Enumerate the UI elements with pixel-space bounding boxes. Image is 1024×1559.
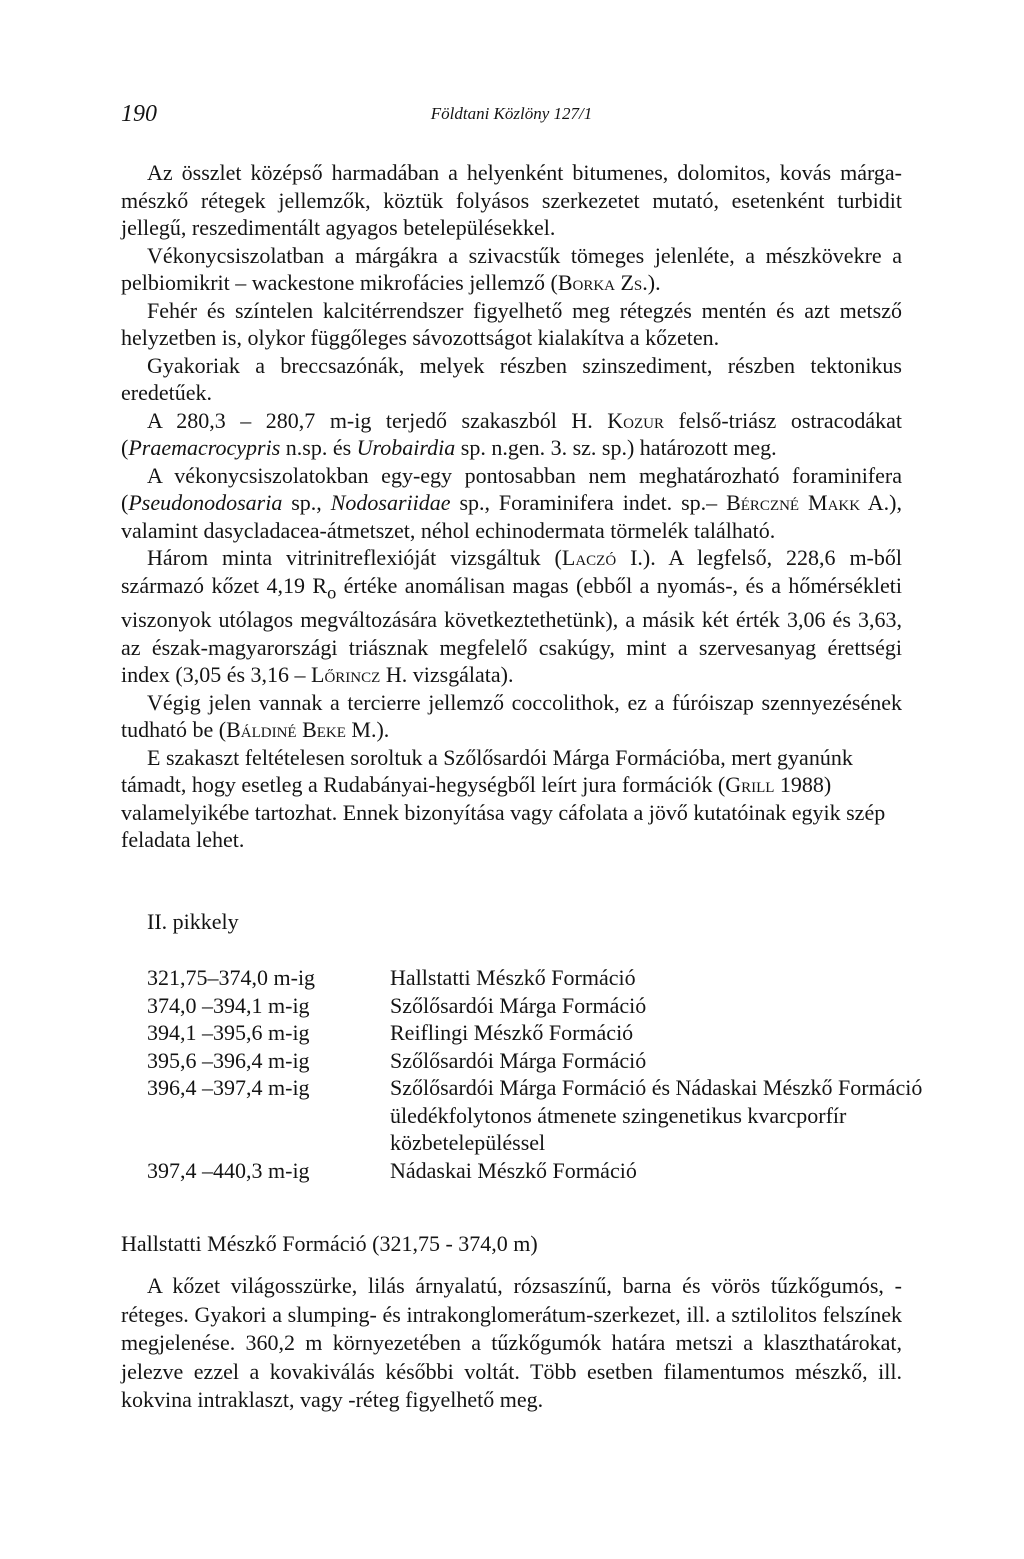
- range-row: [147, 964, 937, 992]
- paragraph: [121, 407, 902, 462]
- range-formation: Szőlősardói Márga Formáció: [390, 992, 647, 1018]
- paragraph-text: Gyakoriak a breccsazónák, melyek részben szinszediment, részben tektonikus eredetűek.: [121, 352, 902, 405]
- range-depth: 374,0 –394,1 m-ig: [147, 992, 310, 1018]
- paragraph-text: A vékonycsiszolatokban egy-egy pontosabban nem meghatározható foraminifera (: [121, 462, 902, 515]
- taxon-name: Nodosariidae: [330, 490, 451, 515]
- paragraph: [121, 544, 902, 689]
- range-depth: 321,75–374,0 m-ig: [147, 965, 316, 990]
- formation-heading: Hallstatti Mészkő Formáció (321,75 - 374,0 m): [121, 1231, 538, 1256]
- paragraph-text: felső-triász ostracodákat (: [121, 407, 902, 460]
- section-title: II. pikkely: [147, 909, 239, 934]
- paragraph-text: A.), valamint dasycladacea-átmetszet, néhol echinodermata törmelék található.: [121, 490, 902, 543]
- author-name: Grill: [725, 772, 775, 798]
- range-formation: Hallstatti Mészkő Formáció: [390, 965, 636, 990]
- paragraph: [121, 352, 902, 407]
- paragraph-text: sp., Foraminifera indet. sp.–: [450, 490, 727, 515]
- author-name: Báldiné Beke: [226, 717, 346, 743]
- paragraph-text: Vékonycsiszolatban a márgákra a szivacstűk tömeges jelenléte, a mészkövekre a pelbiomikrit – wackestone mikrofácies jellemző (: [121, 242, 902, 295]
- paragraph: [121, 242, 902, 297]
- author-name: Bérczné Makk: [726, 490, 861, 515]
- subscript: o: [327, 581, 337, 602]
- range-formation: Szőlősardói Márga Formáció: [390, 1047, 647, 1073]
- paragraph-text: A kőzet világosszürke, lilás árnyalatú, rózsaszínű, barna és vörös tűzkőgumós, -réteges. Gyakori a slumping- és intrakonglomerátum-szerkezet, ill. a sztilolitos felszínek megjelenése. 360,2 m környezetében a tűzkőgumók határa metszi a klaszthatárokat, jelezve ezzel a kovakiválás későbbi voltát. Több esetben filamentumos mészkő, ill. kokvina intraklaszt, vagy -réteg figyelhető meg.: [121, 1273, 902, 1412]
- range-row: [147, 1019, 937, 1047]
- paragraph: [121, 297, 902, 352]
- range-formation: Nádaskai Mészkő Formáció: [390, 1157, 637, 1183]
- paragraph-text: sp.,: [282, 490, 331, 515]
- body-text: [121, 159, 902, 854]
- paragraph-text: M.).: [345, 717, 390, 743]
- range-formation: Szőlősardói Márga Formáció és Nádaskai Mészkő Formáció üledékfolytonos átmenete szingenetikus kvarcporfír közbetelepüléssel: [390, 1075, 923, 1155]
- range-row: [147, 1047, 937, 1075]
- taxon-name: Praemacrocypris: [128, 435, 281, 460]
- paragraph-text: Három minta vitrinitreflexióját vizsgáltuk (: [147, 545, 562, 570]
- paragraph-text: I.). A legfelső, 228,6 m-ből származó kőzet 4,19 R: [121, 545, 903, 598]
- paragraph: [121, 159, 902, 242]
- paragraph: [121, 1272, 902, 1415]
- range-formation: Reiflingi Mészkő Formáció: [390, 1020, 634, 1045]
- paragraph: [121, 689, 902, 744]
- taxon-name: Pseudonodosaria: [128, 490, 283, 515]
- depth-range-list: [147, 964, 937, 1184]
- paragraph-text: Végig jelen vannak a tercierre jellemző coccolithok, ez a fúróiszap szennyezésének tudható be (: [121, 689, 902, 743]
- author-name: Kozur: [607, 407, 665, 433]
- range-row: [147, 992, 937, 1020]
- range-depth: 394,1 –395,6 m-ig: [147, 1020, 310, 1045]
- paragraph-text: A 280,3 – 280,7 m-ig terjedő szakaszból H.: [147, 407, 608, 433]
- paragraph-text: n.sp. és: [280, 435, 357, 460]
- page-number: 190: [121, 101, 157, 127]
- range-depth: 396,4 –397,4 m-ig: [147, 1075, 310, 1100]
- range-depth: 397,4 –440,3 m-ig: [147, 1157, 310, 1183]
- author-name: Borka Zs.: [557, 270, 648, 295]
- paragraph-text: Az összlet középső harmadában a helyenként bitumenes, dolomitos, kovás márga-mészkő rétegek jellemzők, köztük folyásos szerkezetet mutató, esetenként turbidit jellegű, reszedimentált agyagos betelepülésekkel.: [121, 160, 902, 240]
- range-row: [147, 1074, 937, 1157]
- paragraph-text: Fehér és színtelen kalcitérrendszer figyelhető meg rétegzés mentén és azt metsző helyzetben is, olykor függőleges sávozottságot kialakítva a kőzeten.: [121, 297, 902, 350]
- taxon-name: Urobairdia: [356, 435, 456, 460]
- paragraph-text: 1988) valamelyikébe tartozhat. Ennek bizonyítása vagy cáfolata a jövő kutatóinak egyik szép feladata lehet.: [121, 772, 886, 853]
- paragraph-text: sp. n.gen. 3. sz. sp.) határozott meg.: [455, 435, 777, 460]
- paragraph: [121, 744, 902, 854]
- author-name: Laczó: [561, 545, 617, 570]
- paragraph: [121, 462, 902, 545]
- author-name: Lőrincz: [311, 662, 381, 688]
- page-header: [121, 101, 902, 131]
- range-depth: 395,6 –396,4 m-ig: [147, 1047, 310, 1073]
- journal-title: Földtani Közlöny 127/1: [430, 104, 593, 123]
- paragraph-text: E szakaszt feltételesen soroltuk a Szőlősardói Márga Formációba, mert gyanúnk támadt, hogy esetleg a Rudabányai-hegységből leírt jura formációk (: [121, 744, 853, 798]
- range-row: [147, 1157, 937, 1185]
- paragraph-text: ).: [647, 270, 661, 295]
- paragraph-text: értéke anomálisan magas (ebből a nyomás-, és a hőmérsékleti viszonyok utólagos megváltozására következtethetünk), a másik két érték 3,06 és 3,63, az észak-magyarországi triásznak megfelelő csakúgy, mint a szervesanyag érettségi index (3,05 és 3,16 –: [121, 572, 902, 688]
- formation-description: [121, 1272, 902, 1415]
- paragraph-text: H. vizsgálata).: [380, 662, 514, 688]
